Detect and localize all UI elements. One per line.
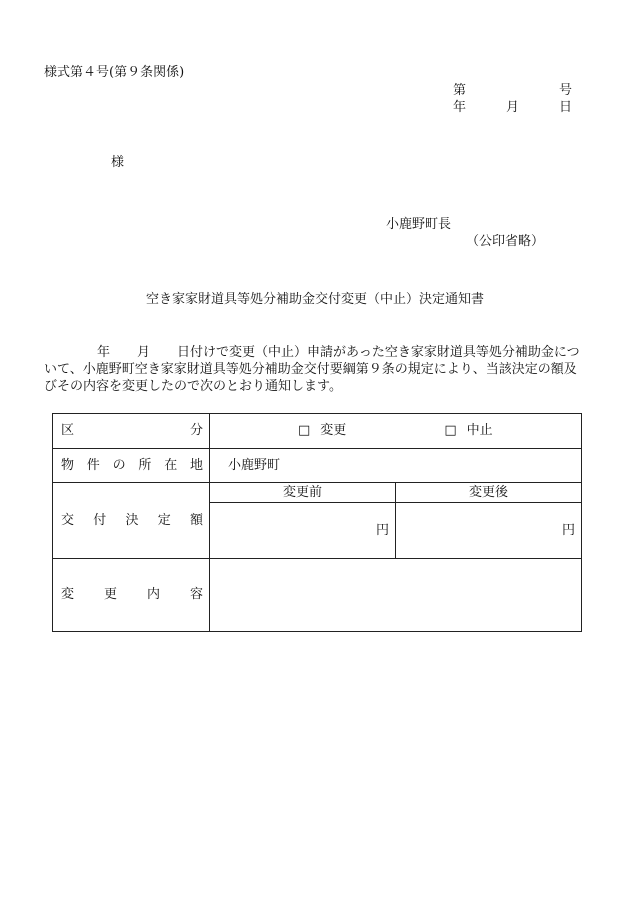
after-amount[interactable] xyxy=(396,503,582,559)
notice-table xyxy=(52,413,582,632)
amount-subtable xyxy=(210,483,581,558)
yen-unit: 円 xyxy=(375,522,389,538)
date-year: 年 xyxy=(453,100,467,115)
option-cancel-label: 中止 xyxy=(466,423,493,438)
category-row xyxy=(53,414,582,449)
amount-cell xyxy=(210,483,582,559)
document-number xyxy=(453,83,572,99)
location-value: 小鹿野町 xyxy=(228,457,281,473)
content-row xyxy=(53,559,582,632)
option-change-label: 変更 xyxy=(320,423,347,438)
issue-date xyxy=(453,100,572,116)
category-label: 区 分 xyxy=(53,414,210,449)
date-month: 月 xyxy=(505,100,519,115)
option-change[interactable] xyxy=(298,423,346,439)
body-line-3: びその内容を変更したので次のとおり通知します。 xyxy=(44,379,342,394)
recipient-honorific: 様 xyxy=(111,155,125,170)
amount-label: 交 付 決 定 額 xyxy=(53,483,210,559)
body-line-2: いて、小鹿野町空き家家財道具等処分補助金交付要綱第９条の規定により、当該決定の額及 xyxy=(44,362,577,377)
body-month: 月 xyxy=(137,345,151,360)
content-label: 変 更 内 容 xyxy=(53,559,210,632)
before-header: 変更前 xyxy=(210,483,396,503)
body-line-1 xyxy=(97,345,580,361)
location-value-cell[interactable] xyxy=(210,449,582,483)
category-options xyxy=(210,414,582,449)
body-year: 年 xyxy=(97,345,111,360)
number-prefix: 第 xyxy=(453,83,467,98)
document-title: 空き家家財道具等処分補助金交付変更（中止）決定通知書 xyxy=(145,292,484,307)
body-text-1: 日付けで変更（中止）申請があった空き家家財道具等処分補助金につ xyxy=(177,345,580,360)
option-cancel[interactable] xyxy=(444,423,492,439)
amount-row xyxy=(53,483,582,559)
issuer-name: 小鹿野町長 xyxy=(386,217,452,232)
after-header: 変更後 xyxy=(396,483,582,503)
number-suffix: 号 xyxy=(558,83,572,98)
content-value-cell[interactable] xyxy=(210,559,582,632)
location-row xyxy=(53,449,582,483)
date-day: 日 xyxy=(558,100,572,115)
seal-note: （公印省略） xyxy=(466,234,545,249)
checkbox-icon[interactable]: □ xyxy=(298,423,311,438)
form-number: 様式第４号(第９条関係) xyxy=(44,65,185,80)
yen-unit: 円 xyxy=(561,522,575,538)
location-label: 物 件 の 所 在 地 xyxy=(53,449,210,483)
before-amount[interactable] xyxy=(210,503,396,559)
checkbox-icon[interactable]: □ xyxy=(444,423,457,438)
